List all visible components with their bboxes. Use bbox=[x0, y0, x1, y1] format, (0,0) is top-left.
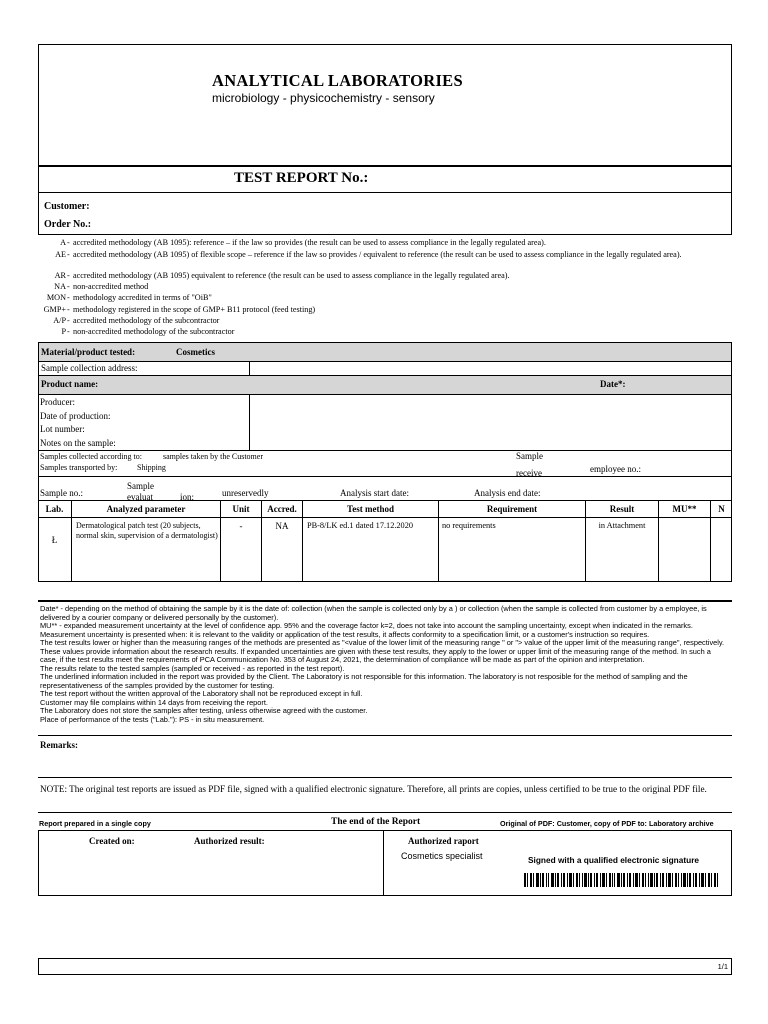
remarks-label: Remarks: bbox=[40, 740, 78, 750]
header-box bbox=[38, 44, 732, 166]
lot-label: Lot number: bbox=[40, 424, 85, 434]
date-label: Date*: bbox=[600, 379, 626, 389]
order-label: Order No.: bbox=[44, 219, 92, 230]
footnote: Place of performance of the tests ("Lab."): PS - in situ measurement. bbox=[40, 714, 265, 724]
col-header-requirement: Requirement bbox=[486, 504, 538, 514]
footnote: MU** - expanded measurement uncertainty at the level of confidence app. 95% and the coverage factor k=2, does not take into account the sampling uncertainty, except when indicated in the remarks. bbox=[40, 621, 693, 630]
address-label: Sample collection address: bbox=[41, 363, 138, 373]
customer-box bbox=[38, 193, 732, 235]
authorized-result-label: Authorized result: bbox=[194, 836, 265, 846]
material-row bbox=[39, 343, 731, 362]
customer-label: Customer: bbox=[44, 201, 90, 212]
footnote: The test results lower or higher than the measuring ranges of the methods are presented as "<value of the lower limit of the measuring range " or "> value of the upper limit of the measuring range", respectively. These values provide information about the research results. If expanded uncertainties are given with these test results, they apply to the lower or upper limit of the measuring range of the method. In such a case, if the test results meet the requirements of PCA Communication No. 353 of August 24, 2021, the determination of compliance will be made as part of the opinion and interpretation. bbox=[40, 638, 725, 664]
specialist-label: Cosmetics specialist bbox=[401, 851, 483, 861]
page-number: 1/1 bbox=[717, 962, 728, 971]
transported-value: Shipping bbox=[137, 463, 166, 472]
material-value: Cosmetics bbox=[176, 347, 215, 357]
col-header-lab: Lab. bbox=[45, 504, 64, 514]
original-pdf-note: Original of PDF: Customer, copy of PDF to: Laboratory archive bbox=[500, 819, 714, 828]
barcode-icon bbox=[524, 873, 720, 887]
report-title-bar bbox=[38, 166, 732, 193]
receive-label-line2: receive bbox=[516, 468, 542, 478]
receive-label-line1: Sample bbox=[516, 451, 543, 461]
notes-label: Notes on the sample: bbox=[40, 438, 116, 448]
row-lab: Ł bbox=[51, 535, 58, 545]
pdf-note: NOTE: The original test reports are issued as PDF file, signed with a qualified electronic signature. Therefore, all prints are copies, unless certified to be true to the original PDF file. bbox=[40, 784, 707, 794]
product-name-label: Product name: bbox=[41, 379, 99, 389]
col-header-result: Result bbox=[609, 504, 635, 514]
footnote: Measurement uncertainty is presented when: it is relevant to the validity or application of the test results, it affects conformity to a specification limit, or a customer's instruction so requires. bbox=[40, 629, 650, 639]
row-result: in Attachment bbox=[598, 521, 646, 530]
col-header-mu: MU** bbox=[672, 504, 697, 514]
footnote: The underlined information included in the report was provided by the Client. The Laboratory is not responsible for this information. The laboratory is not resposible for the method of sampling and the representativeness of the samples provided by the customer for testing. bbox=[40, 672, 688, 690]
collected-value: samples taken by the Customer bbox=[163, 452, 263, 461]
authorized-report-label: Authorized raport bbox=[408, 836, 479, 846]
footnote: Date* - depending on the method of obtaining the sample by it is the date of: collection (when the sample is collected only by a ) or collection (when the sample is collected from customer by a employee, is delivered by a courier company or delivered personally by the customer). bbox=[40, 604, 707, 622]
report-title: TEST REPORT No.: bbox=[234, 170, 369, 186]
col-header-n: N bbox=[718, 504, 725, 514]
lab-name: ANALYTICAL LABORATORIES bbox=[212, 71, 463, 90]
evaluation-value: unreservedly bbox=[222, 488, 269, 498]
end-of-report: The end of the Report bbox=[331, 817, 421, 827]
row-accred: NA bbox=[275, 521, 289, 531]
production-date-label: Date of production: bbox=[40, 411, 111, 421]
row-unit: - bbox=[239, 521, 243, 531]
sample-no-label: Sample no.: bbox=[40, 488, 83, 498]
footnote: The Laboratory does not store the samples after testing, unless otherwise agreed with the customer. bbox=[40, 706, 368, 715]
col-header-parameter: Analyzed parameter bbox=[106, 504, 186, 514]
collected-label: Samples collected according to: bbox=[40, 452, 142, 461]
evaluation-label-line3: ion: bbox=[180, 492, 195, 502]
evaluation-label-line1: Sample bbox=[127, 481, 154, 491]
row-parameter: Dermatological patch test (20 subjects, normal skin, supervision of a dermatologist) bbox=[76, 521, 218, 540]
transported-label: Samples transported by: bbox=[40, 463, 118, 472]
col-header-method: Test method bbox=[347, 504, 394, 514]
employee-label: employee no.: bbox=[590, 464, 641, 474]
material-label: Material/product tested: bbox=[41, 347, 136, 357]
analysis-start-label: Analysis start date: bbox=[340, 488, 409, 498]
signed-text: Signed with a qualified electronic signature bbox=[528, 855, 700, 865]
evaluation-label-line2: evaluat bbox=[127, 492, 153, 502]
col-header-unit: Unit bbox=[232, 504, 250, 514]
created-on-label: Created on: bbox=[89, 836, 135, 846]
producer-label: Producer: bbox=[40, 397, 75, 407]
page-footer-box bbox=[38, 958, 732, 975]
row-method: PB-8/LK ed.1 dated 17.12.2020 bbox=[307, 521, 414, 530]
footnote: Customer may file complains within 14 days from receiving the report. bbox=[40, 697, 268, 707]
lab-subtitle: microbiology - physicochemistry - sensory bbox=[212, 91, 435, 105]
report-prepared-note: Report prepared in a single copy bbox=[39, 819, 151, 828]
col-header-accred: Accred. bbox=[267, 504, 297, 514]
row-requirement: no requirements bbox=[442, 521, 496, 530]
footnotes bbox=[40, 605, 730, 724]
footnote: The results relate to the tested samples (sampled or received - as reported in the test report). bbox=[40, 663, 345, 673]
test-report-page: ANALYTICAL LABORATORIES microbiology - physicochemistry - sensory TEST REPORT No.: Customer: Order No.: A - accredited methodology (AB 1095): reference – if the law so provides (the result can be used to assess compliance in the legally regulated area). AE - accredited methodology (AB 1095) of flexible scope – reference if the law so provides / equivalent to reference (the result can be used to assess compliance in the legally regulated area). AR - accredited methodology (AB 1095) equivalent to reference (the result can be used to assess compliance in the legally regulated area). NA - non-accredited method MON - methodology accredited in terms of "OiB" GMP+ - methodology registered in the scope of GMP+ B11 protocol (feed testing) A/P - accredited methodology of the subcontractor P - non-accredited methodology of the subcontractor Material/product tested: Cosmetics Sample collection address: Product name: Date*: Producer: Date of production: Lot number: Notes on the sample: Samples collected according to: samples taken by the Customer Samples transported by: Shipping Sample receive employee no.: Sample no.: Sample evaluat ion: unreservedly Analysis start date: Analysis end date: Lab. Analyzed parameter Unit Accred. Test method Requirement Result MU** N Ł Dermatological patch test (20 subjects, normal skin, supervision of a dermatologist) - NA PB-8/LK ed.1 dated 17.12.2020 no requirements in Attachment Date* - depending on the method of obtaining the sample by it is the date of: collection (when the sample is collected only by a ) or collection (when the sample is collected from customer by a employee, is delivered by a courier company or delivered personally by the customer). MU** - expanded measurement uncertainty at the level of confidence app. 95% and the coverage factor k=2, does not take into account the sampling uncertainty, except when indicated in the remarks. Measurement uncertainty is presented when: it is relevant to the validity or application of the test results, it affects conformity to a specification limit, or a customer's instruction so requires. The test results lower or higher than the measuring ranges of the methods are presented as "<value of the lower limit of the measuring range " or "> value of the upper limit of the measuring range", respectively. These values provide information about the research results. If expanded uncertainties are given with these test results, they apply to the lower or upper limit of the measuring range of the method. In such a case, if the test results meet the requirements of PCA Communication No. 353 of August 24, 2021, the determination of compliance will be made as part of the opinion and interpretation. The results relate to the tested samples (sampled or received - as reported in the test report). The underlined information included in the report was provided by the Client. The Laboratory is not responsible for this information. The laboratory is not resposible for the method of sampling and the representativeness of the samples provided by the customer for testing. The test report without the written approval of the Laboratory shall not be reproduced except in full. Customer may file complains within 14 days from receiving the report. The Laboratory does not store the samples after testing, unless otherwise agreed with the customer. Place of performance of the tests ("Lab."): PS - in situ measurement. Remarks: NOTE: The original test reports are issued as PDF file, signed with a qualified electronic signature. Therefore, all prints are copies, unless certified to be true to the original PDF file. Report prepared in a single copy The end of the Report Original of PDF: Customer, copy of PDF to: Laboratory archive Created on: Authorized result: Authorized raport Cosmetics specialist Signed with a qualified electronic signature 1/1 bbox=[0, 0, 768, 1024]
analysis-end-label: Analysis end date: bbox=[474, 488, 541, 498]
product-name-row bbox=[39, 376, 731, 395]
footnote: The test report without the written approval of the Laboratory shall not be reproduced except in full. bbox=[40, 689, 363, 698]
